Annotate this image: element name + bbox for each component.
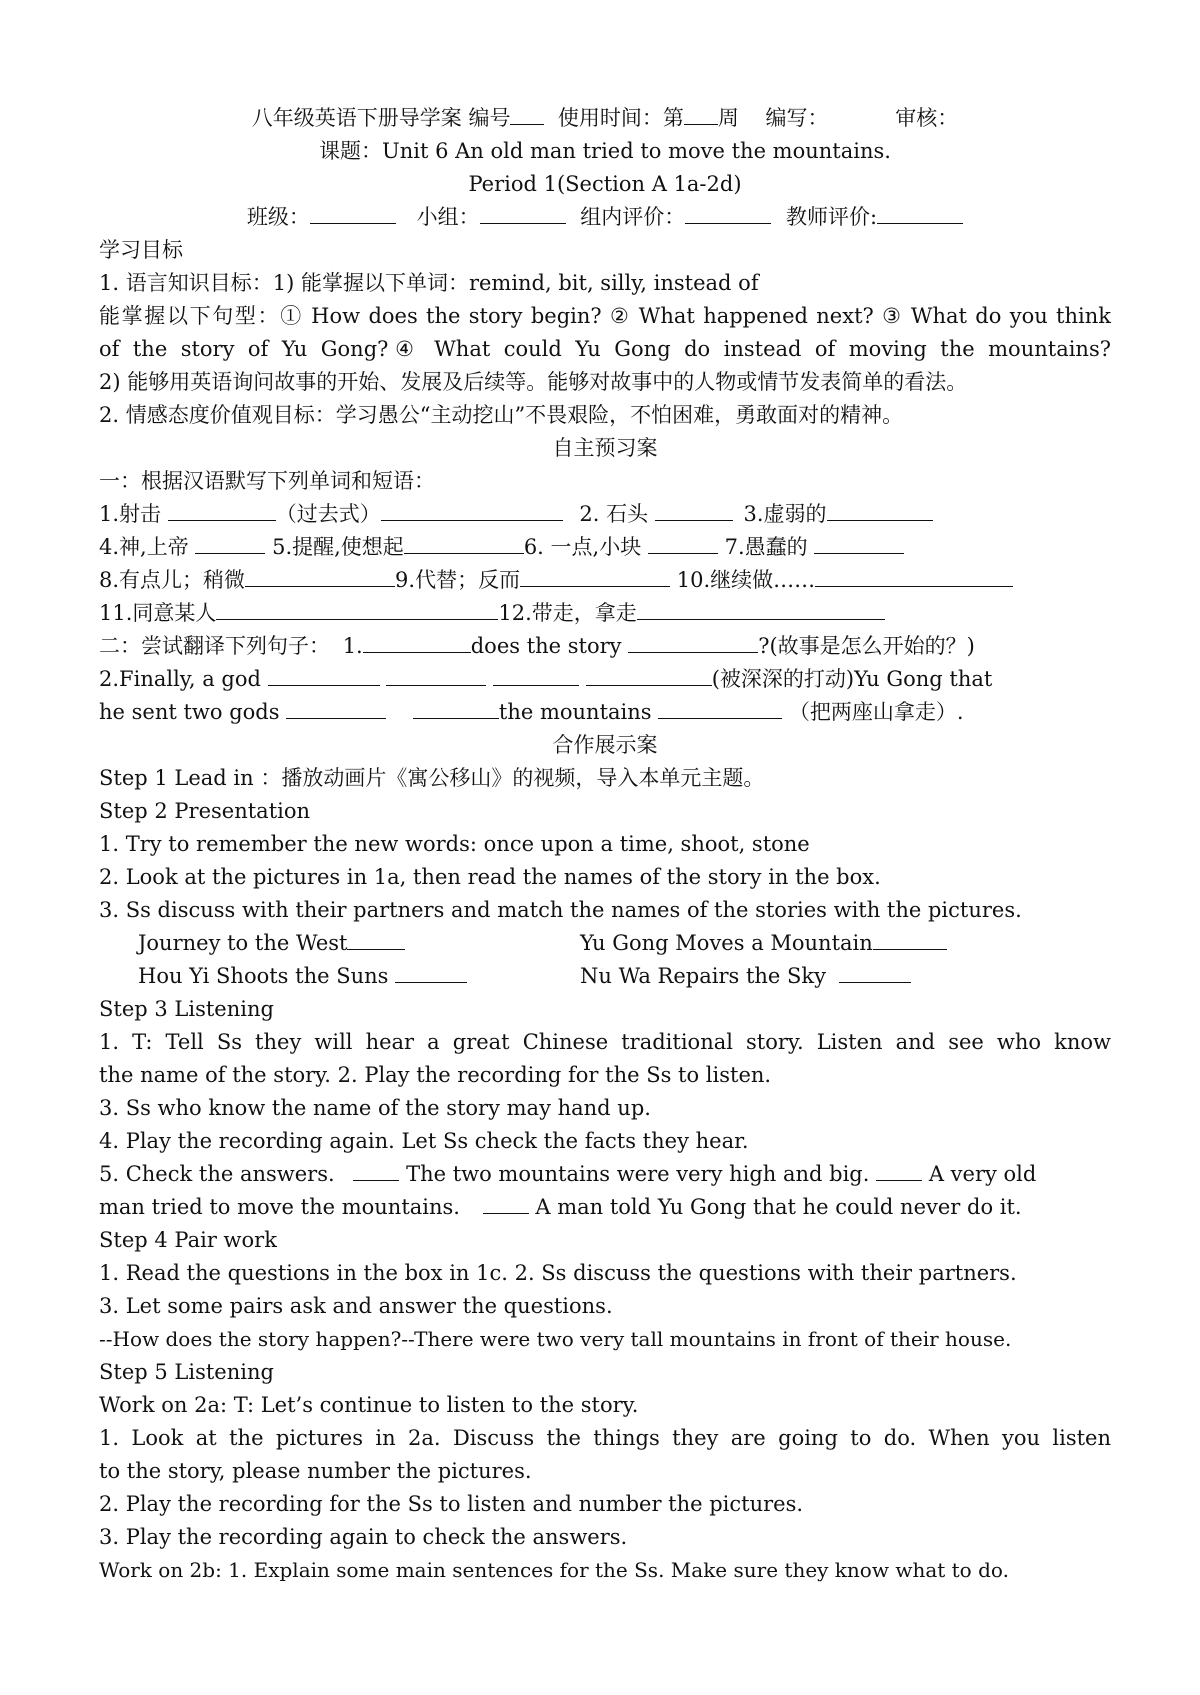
- preview-heading: 自主预习案: [552, 436, 658, 460]
- step-heading: Step 2 Presentation: [99, 799, 311, 823]
- fact-blank[interactable]: [353, 1160, 399, 1181]
- vocab-blank[interactable]: [815, 566, 1013, 587]
- reviewer-label: 审核：: [895, 106, 959, 130]
- translate-blank[interactable]: [586, 665, 712, 686]
- translate-item: does the story: [470, 634, 622, 658]
- vocab-row: [99, 533, 1111, 561]
- header-line: [99, 104, 1111, 132]
- author-label: 编写：: [765, 106, 829, 130]
- story-name: Yu Gong Moves a Mountain: [580, 931, 873, 955]
- vocab-item: 8.有点儿；稍微: [99, 568, 246, 592]
- step-line: Work on 2a: T: Let’s continue to listen to the story.: [99, 1393, 639, 1417]
- vocab-item: 2. 石头: [579, 502, 649, 526]
- translate-item: (被深深的打动)Yu Gong that: [711, 667, 993, 691]
- step-heading: Step 5 Listening: [99, 1360, 274, 1384]
- teacher-eval-blank[interactable]: [877, 203, 963, 224]
- objective-line: 能掌握以下句型：① How does the story begin? ② What happened next? ③ What do you think: [99, 304, 1111, 328]
- step-line: the name of the story. 2. Play the recording for the Ss to listen.: [99, 1063, 772, 1087]
- translate-item: he sent two gods: [99, 700, 280, 724]
- step-line: 2. Look at the pictures in 1a, then read the names of the story in the box.: [99, 865, 881, 889]
- vocab-blank[interactable]: [216, 599, 498, 620]
- vocab-item: 4.神,上帝: [99, 535, 189, 559]
- translate-row: [99, 632, 1111, 660]
- group-eval-label: 组内评价：: [580, 205, 686, 229]
- objective-line: 2. 情感态度价值观目标：学习愚公“主动挖山”不畏艰险，不怕困难，勇敢面对的精神。: [99, 403, 904, 427]
- check-answers-text: 5. Check the answers.: [99, 1162, 335, 1186]
- step-line: 1. Read the questions in the box in 1c. 2. Ss discuss the questions with their partners.: [99, 1261, 1017, 1285]
- vocab-blank[interactable]: [648, 533, 718, 554]
- translate-item: the mountains: [498, 700, 652, 724]
- fact-blank[interactable]: [876, 1160, 922, 1181]
- step-line: to the story, please number the pictures.: [99, 1459, 532, 1483]
- period-title: Period 1(Section A 1a-2d): [468, 172, 742, 196]
- step-line: [99, 1160, 1111, 1188]
- story-name: Nu Wa Repairs the Sky: [580, 964, 826, 988]
- group-label: 小组：: [416, 205, 480, 229]
- step-line: 2. Play the recording for the Ss to listen and number the pictures.: [99, 1492, 804, 1516]
- objectives-heading: 学习目标: [99, 238, 183, 262]
- number-blank[interactable]: [510, 104, 544, 125]
- vocab-blank[interactable]: [381, 500, 563, 521]
- vocab-blank[interactable]: [827, 500, 933, 521]
- vocab-blank[interactable]: [520, 566, 670, 587]
- story-blank[interactable]: [873, 929, 947, 950]
- class-label: 班级：: [246, 205, 310, 229]
- translate-blank[interactable]: [268, 665, 380, 686]
- step-line: Step 1 Lead in ：播放动画片《寓公移山》的视频，导入本单元主题。: [99, 766, 765, 790]
- vocab-blank[interactable]: [168, 500, 276, 521]
- step-line: 3. Let some pairs ask and answer the questions.: [99, 1294, 613, 1318]
- class-blank[interactable]: [310, 203, 396, 224]
- translate-blank[interactable]: [386, 665, 486, 686]
- objective-line: of the story of Yu Gong?④ What could Yu Gong do instead of moving the mountains?: [99, 337, 1111, 361]
- step-heading: Step 4 Pair work: [99, 1228, 277, 1252]
- vocab-blank[interactable]: [655, 500, 733, 521]
- cooperation-heading: 合作展示案: [552, 733, 658, 757]
- translate-blank[interactable]: [493, 665, 579, 686]
- step-line: 4. Play the recording again. Let Ss check the facts they hear.: [99, 1129, 749, 1153]
- story-blank[interactable]: [347, 929, 405, 950]
- translate-blank[interactable]: [628, 632, 758, 653]
- fact-text: The two mountains were very high and big.: [406, 1162, 870, 1186]
- vocab-item: 11.同意某人: [99, 601, 217, 625]
- translate-row: [99, 665, 1111, 693]
- vocab-item: 7.愚蠢的: [724, 535, 808, 559]
- info-fields: [99, 203, 1111, 231]
- step-line: 3. Play the recording again to check the answers.: [99, 1525, 628, 1549]
- preview-part1-title: 一：根据汉语默写下列单词和短语：: [99, 469, 435, 493]
- step-line: 3. Ss who know the name of the story may hand up.: [99, 1096, 651, 1120]
- vocab-item: 5.提醒,使想起: [272, 535, 404, 559]
- step-line: --How does the story happen?--There were two very tall mountains in front of their house.: [99, 1327, 1012, 1351]
- translate-item: 2.Finally, a god: [99, 667, 261, 691]
- week-blank[interactable]: [684, 104, 718, 125]
- vocab-row: [99, 566, 1111, 594]
- translate-blank[interactable]: [658, 698, 782, 719]
- step-line: 3. Ss discuss with their partners and match the names of the stories with the pictures.: [99, 898, 1022, 922]
- step-heading: Step 3 Listening: [99, 997, 274, 1021]
- group-blank[interactable]: [480, 203, 566, 224]
- translate-item: ?(故事是怎么开始的？): [758, 634, 975, 658]
- translate-item: （把两座山拿走）.: [788, 700, 964, 724]
- step-line: [99, 1193, 1111, 1221]
- step-line: Work on 2b: 1. Explain some main sentences for the Ss. Make sure they know what to do.: [99, 1558, 1009, 1582]
- vocab-blank[interactable]: [245, 566, 395, 587]
- vocab-item: 3.虚弱的: [743, 502, 827, 526]
- fact-text: A man told Yu Gong that he could never do it.: [535, 1195, 1022, 1219]
- objective-line: 2) 能够用英语询问故事的开始、发展及后续等。能够对故事中的人物或情节发表简单的看法。: [99, 370, 968, 394]
- step-line: 1. Look at the pictures in 2a. Discuss the things they are going to do. When you listen: [99, 1426, 1111, 1450]
- translate-blank[interactable]: [413, 698, 499, 719]
- step-line: 1. Try to remember the new words: once upon a time, shoot, stone: [99, 832, 810, 856]
- translate-blank[interactable]: [363, 632, 471, 653]
- fact-blank[interactable]: [483, 1193, 529, 1214]
- vocab-item: 10.继续做……: [676, 568, 816, 592]
- fact-text: A very old: [928, 1162, 1037, 1186]
- vocab-blank[interactable]: [637, 599, 885, 620]
- vocab-blank[interactable]: [814, 533, 904, 554]
- vocab-blank[interactable]: [195, 533, 265, 554]
- lesson-title: 课题：Unit 6 An old man tried to move the mountains.: [319, 139, 891, 163]
- vocab-blank[interactable]: [404, 533, 524, 554]
- vocab-row: [99, 599, 1111, 627]
- week-label: 周: [717, 106, 739, 130]
- vocab-item: （过去式）: [275, 502, 381, 526]
- story-name: Journey to the West: [138, 931, 348, 955]
- preview-part2-title: 二：尝试翻译下列句子：: [99, 634, 330, 658]
- vocab-item: 9.代替；反而: [395, 568, 521, 592]
- vocab-item: 1.射击: [99, 502, 162, 526]
- objective-line: 1. 语言知识目标：1) 能掌握以下单词：remind, bit, silly, instead of: [99, 271, 759, 295]
- vocab-item: 12.带走，拿走: [498, 601, 637, 625]
- story-name: Hou Yi Shoots the Suns: [138, 964, 389, 988]
- vocab-row: [99, 500, 1111, 528]
- header-title-text: 八年级英语下册导学案 编号: [251, 106, 511, 130]
- story-blank[interactable]: [395, 962, 467, 983]
- step-line: 1. T: Tell Ss they will hear a great Chinese traditional story. Listen and see who know: [99, 1030, 1111, 1054]
- story-blank[interactable]: [839, 962, 911, 983]
- fact-text: man tried to move the mountains.: [99, 1195, 460, 1219]
- teacher-eval-label: 教师评价:: [785, 205, 878, 229]
- translate-item: 1.: [342, 634, 363, 658]
- group-eval-blank[interactable]: [685, 203, 771, 224]
- translate-row: [99, 698, 1111, 726]
- time-label: 使用时间：第: [557, 106, 684, 130]
- translate-blank[interactable]: [286, 698, 386, 719]
- vocab-item: 6. 一点,小块: [523, 535, 642, 559]
